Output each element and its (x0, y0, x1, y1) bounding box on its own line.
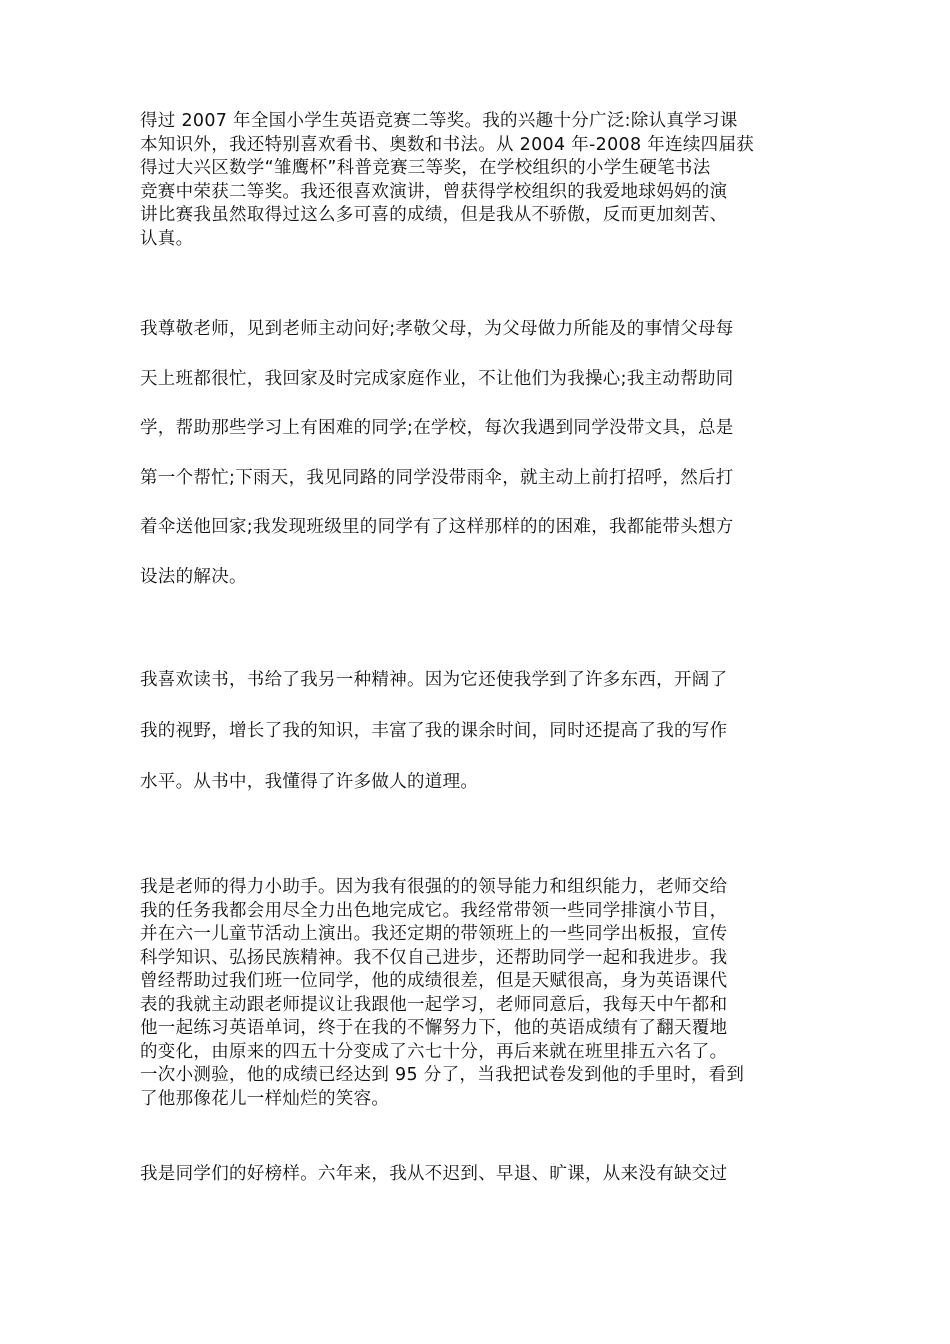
text-line: 设法的解决。 (140, 566, 247, 587)
text-line: 讲比赛我虽然取得过这么多可喜的成绩，但是我从不骄傲，反而更加刻苦、 (140, 205, 728, 225)
text-line: 我的视野，增长了我的知识，丰富了我的课余时间，同时还提高了我的写作 (140, 721, 728, 741)
text-line: 他一起练习英语单词，终于在我的不懈努力下，他的英语成绩有了翻天覆地 (140, 1018, 728, 1038)
text-line: 得过大兴区数学“雏鹰杯”科普竞赛三等奖，在学校组织的小学生硬笔书法 (140, 158, 711, 178)
text-line: 认真。 (140, 228, 194, 249)
paragraph-reading (140, 655, 820, 808)
text-line: 我的任务我都会用尽全力出色地完成它。我经常带领一些同学排演小节目， (140, 900, 728, 921)
text-line: 曾经帮助过我们班一位同学，他的成绩很差，但是天赋很高，身为英语课代 (140, 971, 728, 991)
text-line: 天上班都很忙，我回家及时完成家庭作业，不让他们为我操心;我主动帮助同 (140, 368, 734, 389)
text-line: 水平。从书中，我懂得了许多做人的道理。 (140, 772, 479, 792)
text-line: 一次小测验，他的成绩已经达到 95 分了，当我把试卷发到他的手里时，看到 (140, 1065, 745, 1085)
paragraph-role-model (140, 1163, 820, 1187)
text-line: 了他那像花儿一样灿烂的笑容。 (140, 1088, 390, 1109)
paragraph-respect (140, 305, 820, 602)
text-line: 科学知识、弘扬民族精神。我不仅自己进步，还帮助同学一起和我进步。我 (140, 947, 728, 968)
text-line: 我是老师的得力小助手。因为我有很强的的领导能力和组织能力，老师交给 (140, 877, 728, 897)
paragraph-awards (140, 110, 820, 251)
text-line: 表的我就主动跟老师提议让我跟他一起学习，老师同意后，我每天中午都和 (140, 994, 728, 1015)
text-line: 本知识外，我还特别喜欢看书、奥数和书法。从 2004 年-2008 年连续四届获 (140, 134, 755, 155)
text-line: 第一个帮忙;下雨天，我见同路的同学没带雨伞，就主动上前打招呼，然后打 (140, 467, 734, 488)
text-line: 竞赛中荣获二等奖。我还很喜欢演讲，曾获得学校组织的我爱地球妈妈的演 (140, 181, 728, 202)
text-line: 我喜欢读书，书给了我另一种精神。因为它还使我学到了许多东西，开阔了 (140, 670, 728, 690)
text-line: 得过 2007 年全国小学生英语竞赛二等奖。我的兴趣十分广泛:除认真学习课 (140, 111, 738, 131)
text-line: 并在六一儿童节活动上演出。我还定期的带领班上的一些同学出板报，宣传 (140, 924, 728, 944)
text-line: 着伞送他回家;我发现班级里的同学有了这样那样的的困难，我都能带头想方 (140, 517, 734, 537)
text-line: 我是同学们的好榜样。六年来，我从不迟到、早退、旷课，从来没有缺交过 (140, 1164, 728, 1184)
text-line: 我尊敬老师，见到老师主动问好;孝敬父母，为父母做力所能及的事情父母每 (140, 319, 734, 339)
paragraph-helper (140, 876, 820, 1111)
text-line: 学，帮助那些学习上有困难的同学;在学校，每次我遇到同学没带文具，总是 (140, 418, 734, 438)
text-line: 的变化，由原来的四五十分变成了六七十分，再后来就在班里排五六名了。 (140, 1041, 728, 1062)
